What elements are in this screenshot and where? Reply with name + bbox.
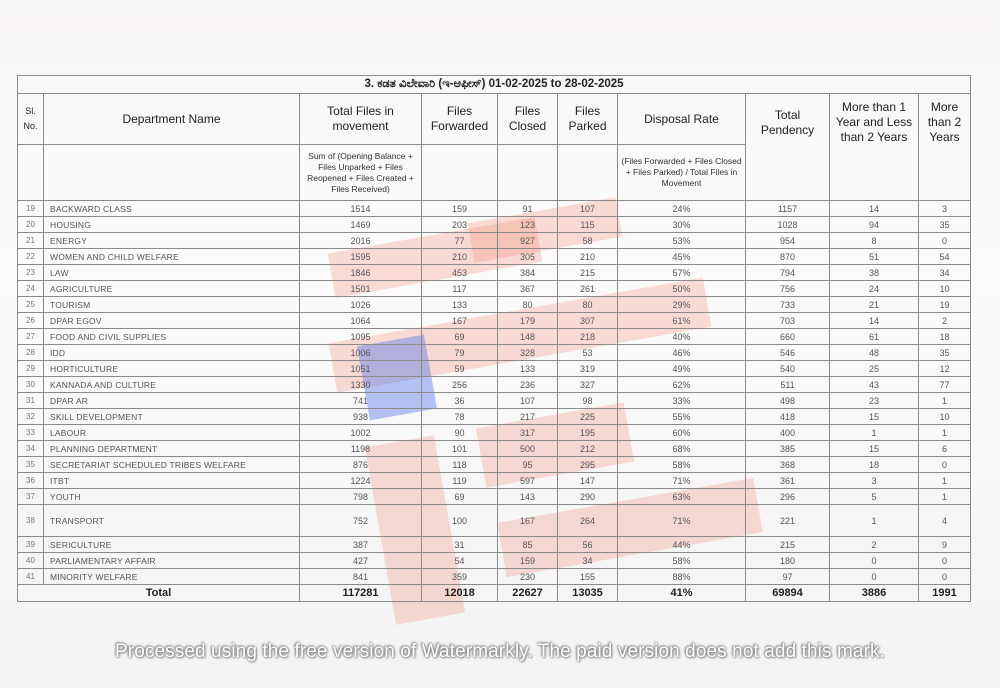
row-closed: 91 [498,201,558,217]
row-sl-no: 27 [18,329,44,345]
row-sl-no: 40 [18,553,44,569]
row-more-than-two: 18 [919,329,971,345]
table-row [18,201,971,217]
row-closed: 317 [498,425,558,441]
row-one-to-two: 24 [830,281,919,297]
row-more-than-two: 1 [919,425,971,441]
table-row [18,233,971,249]
table-row [18,281,971,297]
header-total-files: Total Files in movement [300,94,422,145]
table-row [18,505,971,537]
row-one-to-two: 15 [830,441,919,457]
row-more-than-two: 1 [919,489,971,505]
row-pendency: 180 [746,553,830,569]
row-department: HORTICULTURE [44,361,300,377]
row-one-to-two: 38 [830,265,919,281]
row-department: WOMEN AND CHILD WELFARE [44,249,300,265]
row-disposal-rate: 30% [618,217,746,233]
row-total-files: 752 [300,505,422,537]
row-total-files: 1064 [300,313,422,329]
row-parked: 218 [558,329,618,345]
row-sl-no: 29 [18,361,44,377]
table-row [18,441,971,457]
row-forwarded: 79 [422,345,498,361]
row-disposal-rate: 71% [618,473,746,489]
table-row [18,217,971,233]
row-one-to-two: 2 [830,537,919,553]
row-forwarded: 256 [422,377,498,393]
row-forwarded: 78 [422,409,498,425]
row-closed: 179 [498,313,558,329]
header-files-parked: Files Parked [558,94,618,145]
row-closed: 123 [498,217,558,233]
row-forwarded: 118 [422,457,498,473]
row-parked: 56 [558,537,618,553]
row-one-to-two: 14 [830,313,919,329]
row-forwarded: 203 [422,217,498,233]
table-row [18,457,971,473]
row-total-files: 1501 [300,281,422,297]
table-row [18,537,971,553]
row-one-to-two: 0 [830,553,919,569]
row-more-than-two: 1 [919,473,971,489]
row-pendency: 361 [746,473,830,489]
row-closed: 328 [498,345,558,361]
row-sl-no: 41 [18,569,44,585]
row-total-files: 741 [300,393,422,409]
totals-pendency: 69894 [746,585,830,602]
row-parked: 307 [558,313,618,329]
row-pendency: 97 [746,569,830,585]
row-closed: 217 [498,409,558,425]
row-one-to-two: 3 [830,473,919,489]
header-sl-no: Sl. No. [18,94,44,145]
row-department: TRANSPORT [44,505,300,537]
row-one-to-two: 21 [830,297,919,313]
row-total-files: 938 [300,409,422,425]
totals-more-than-two: 1991 [919,585,971,602]
subheader-disposal-rate: (Files Forwarded + Files Closed + Files Parked) / Total Files in Movement [618,145,746,201]
header-more-than-two-years: More than 2 Years [919,94,971,201]
row-parked: 212 [558,441,618,457]
row-more-than-two: 10 [919,409,971,425]
row-closed: 305 [498,249,558,265]
row-more-than-two: 6 [919,441,971,457]
row-forwarded: 133 [422,297,498,313]
row-total-files: 1006 [300,345,422,361]
row-sl-no: 32 [18,409,44,425]
row-disposal-rate: 68% [618,441,746,457]
table-row [18,377,971,393]
row-department: IDD [44,345,300,361]
row-closed: 367 [498,281,558,297]
subheader-empty [44,145,300,201]
row-more-than-two: 1 [919,393,971,409]
row-disposal-rate: 53% [618,233,746,249]
row-pendency: 546 [746,345,830,361]
row-total-files: 1198 [300,441,422,457]
row-sl-no: 35 [18,457,44,473]
row-total-files: 798 [300,489,422,505]
table-title: 3. ಕಡತ ವಿಲೇವಾರಿ (ಇ-ಆಫೀಸ್) 01-02-2025 to 28-02-2025 [18,76,971,94]
row-closed: 159 [498,553,558,569]
row-pendency: 368 [746,457,830,473]
row-parked: 58 [558,233,618,249]
row-total-files: 1330 [300,377,422,393]
totals-total-files: 117281 [300,585,422,602]
row-pendency: 418 [746,409,830,425]
row-sl-no: 31 [18,393,44,409]
row-disposal-rate: 60% [618,425,746,441]
row-parked: 225 [558,409,618,425]
row-more-than-two: 54 [919,249,971,265]
row-closed: 133 [498,361,558,377]
table-row [18,489,971,505]
row-disposal-rate: 63% [618,489,746,505]
row-sl-no: 21 [18,233,44,249]
subheader-total-files: Sum of (Opening Balance + Files Unparked + Files Reopened + Files Created + Files Received) [300,145,422,201]
row-forwarded: 453 [422,265,498,281]
row-department: DPAR EGOV [44,313,300,329]
row-sl-no: 22 [18,249,44,265]
row-pendency: 660 [746,329,830,345]
table-row [18,361,971,377]
row-department: TOURISM [44,297,300,313]
table-row [18,569,971,585]
row-one-to-two: 51 [830,249,919,265]
row-total-files: 387 [300,537,422,553]
row-department: LABOUR [44,425,300,441]
row-sl-no: 36 [18,473,44,489]
row-sl-no: 24 [18,281,44,297]
row-sl-no: 26 [18,313,44,329]
row-disposal-rate: 55% [618,409,746,425]
row-closed: 95 [498,457,558,473]
row-more-than-two: 19 [919,297,971,313]
row-disposal-rate: 62% [618,377,746,393]
row-sl-no: 23 [18,265,44,281]
table-row [18,409,971,425]
row-parked: 210 [558,249,618,265]
row-total-files: 876 [300,457,422,473]
row-pendency: 756 [746,281,830,297]
row-parked: 264 [558,505,618,537]
row-forwarded: 119 [422,473,498,489]
row-total-files: 1051 [300,361,422,377]
totals-row [18,585,971,602]
table-row [18,345,971,361]
row-forwarded: 117 [422,281,498,297]
row-total-files: 1595 [300,249,422,265]
table-row [18,425,971,441]
row-disposal-rate: 24% [618,201,746,217]
header-one-to-two-years: More than 1 Year and Less than 2 Years [830,94,919,201]
row-department: SKILL DEVELOPMENT [44,409,300,425]
row-one-to-two: 18 [830,457,919,473]
table-row [18,329,971,345]
table-row [18,249,971,265]
row-sl-no: 37 [18,489,44,505]
row-one-to-two: 48 [830,345,919,361]
watermark-text: Processed using the free version of Watermarkly. The paid version does not add this mark. [115,641,885,662]
row-total-files: 1514 [300,201,422,217]
header-files-closed: Files Closed [498,94,558,145]
row-department: PARLIAMENTARY AFFAIR [44,553,300,569]
row-disposal-rate: 45% [618,249,746,265]
row-department: HOUSING [44,217,300,233]
row-forwarded: 69 [422,329,498,345]
subheader-empty [558,145,618,201]
row-sl-no: 28 [18,345,44,361]
row-department: KANNADA AND CULTURE [44,377,300,393]
row-forwarded: 31 [422,537,498,553]
row-disposal-rate: 58% [618,553,746,569]
row-more-than-two: 10 [919,281,971,297]
row-total-files: 1002 [300,425,422,441]
table-row [18,473,971,489]
row-parked: 155 [558,569,618,585]
row-pendency: 1157 [746,201,830,217]
subheader-empty [498,145,558,201]
row-closed: 230 [498,569,558,585]
row-disposal-rate: 49% [618,361,746,377]
row-sl-no: 19 [18,201,44,217]
row-one-to-two: 25 [830,361,919,377]
row-more-than-two: 0 [919,233,971,249]
row-sl-no: 34 [18,441,44,457]
row-forwarded: 101 [422,441,498,457]
row-pendency: 511 [746,377,830,393]
row-closed: 85 [498,537,558,553]
row-parked: 327 [558,377,618,393]
row-pendency: 221 [746,505,830,537]
row-closed: 107 [498,393,558,409]
row-one-to-two: 1 [830,505,919,537]
row-disposal-rate: 57% [618,265,746,281]
row-more-than-two: 12 [919,361,971,377]
table-body [18,201,971,585]
row-more-than-two: 4 [919,505,971,537]
row-pendency: 870 [746,249,830,265]
row-more-than-two: 3 [919,201,971,217]
row-parked: 34 [558,553,618,569]
row-one-to-two: 94 [830,217,919,233]
row-pendency: 400 [746,425,830,441]
header-files-forwarded: Files Forwarded [422,94,498,145]
row-one-to-two: 43 [830,377,919,393]
row-parked: 215 [558,265,618,281]
row-forwarded: 90 [422,425,498,441]
row-total-files: 2016 [300,233,422,249]
row-parked: 115 [558,217,618,233]
row-closed: 80 [498,297,558,313]
row-department: MINORITY WELFARE [44,569,300,585]
row-more-than-two: 0 [919,569,971,585]
row-one-to-two: 14 [830,201,919,217]
row-disposal-rate: 46% [618,345,746,361]
totals-one-to-two: 3886 [830,585,919,602]
row-one-to-two: 1 [830,425,919,441]
row-disposal-rate: 58% [618,457,746,473]
totals-forwarded: 12018 [422,585,498,602]
row-more-than-two: 2 [919,313,971,329]
totals-label: Total [18,585,300,602]
row-parked: 80 [558,297,618,313]
row-total-files: 427 [300,553,422,569]
row-parked: 53 [558,345,618,361]
row-forwarded: 69 [422,489,498,505]
row-parked: 147 [558,473,618,489]
row-one-to-two: 15 [830,409,919,425]
row-closed: 236 [498,377,558,393]
row-sl-no: 20 [18,217,44,233]
row-closed: 167 [498,505,558,537]
row-sl-no: 30 [18,377,44,393]
subheader-empty [422,145,498,201]
row-forwarded: 77 [422,233,498,249]
row-department: PLANNING DEPARTMENT [44,441,300,457]
totals-disposal-rate: 41% [618,585,746,602]
row-department: SERICULTURE [44,537,300,553]
totals-parked: 13035 [558,585,618,602]
subheader-empty [18,145,44,201]
row-parked: 261 [558,281,618,297]
row-department: DPAR AR [44,393,300,409]
row-forwarded: 167 [422,313,498,329]
row-disposal-rate: 71% [618,505,746,537]
row-pendency: 296 [746,489,830,505]
row-sl-no: 38 [18,505,44,537]
row-one-to-two: 5 [830,489,919,505]
row-pendency: 1028 [746,217,830,233]
row-department: ENERGY [44,233,300,249]
table-row [18,313,971,329]
row-forwarded: 359 [422,569,498,585]
row-department: YOUTH [44,489,300,505]
row-total-files: 1469 [300,217,422,233]
header-disposal-rate: Disposal Rate [618,94,746,145]
row-one-to-two: 0 [830,569,919,585]
row-more-than-two: 35 [919,345,971,361]
row-disposal-rate: 44% [618,537,746,553]
row-more-than-two: 9 [919,537,971,553]
row-closed: 384 [498,265,558,281]
row-pendency: 385 [746,441,830,457]
row-one-to-two: 8 [830,233,919,249]
row-closed: 148 [498,329,558,345]
row-forwarded: 59 [422,361,498,377]
row-parked: 290 [558,489,618,505]
row-department: SECRETARIAT SCHEDULED TRIBES WELFARE [44,457,300,473]
table-row [18,393,971,409]
row-disposal-rate: 88% [618,569,746,585]
row-disposal-rate: 33% [618,393,746,409]
row-parked: 319 [558,361,618,377]
totals-closed: 22627 [498,585,558,602]
row-disposal-rate: 29% [618,297,746,313]
row-sl-no: 25 [18,297,44,313]
table-row [18,553,971,569]
row-department: FOOD AND CIVIL SUPPLIES [44,329,300,345]
row-one-to-two: 61 [830,329,919,345]
row-total-files: 1846 [300,265,422,281]
row-department: AGRICULTURE [44,281,300,297]
table-row [18,265,971,281]
row-closed: 927 [498,233,558,249]
row-more-than-two: 0 [919,553,971,569]
row-total-files: 841 [300,569,422,585]
header-total-pendency: Total Pendency [746,94,830,201]
row-disposal-rate: 50% [618,281,746,297]
row-parked: 195 [558,425,618,441]
row-pendency: 733 [746,297,830,313]
row-pendency: 540 [746,361,830,377]
row-sl-no: 33 [18,425,44,441]
row-forwarded: 100 [422,505,498,537]
row-parked: 107 [558,201,618,217]
row-pendency: 215 [746,537,830,553]
row-total-files: 1224 [300,473,422,489]
row-pendency: 498 [746,393,830,409]
row-forwarded: 36 [422,393,498,409]
header-department: Department Name [44,94,300,145]
row-total-files: 1026 [300,297,422,313]
row-forwarded: 159 [422,201,498,217]
row-disposal-rate: 61% [618,313,746,329]
row-more-than-two: 35 [919,217,971,233]
row-forwarded: 54 [422,553,498,569]
row-more-than-two: 77 [919,377,971,393]
row-pendency: 794 [746,265,830,281]
row-forwarded: 210 [422,249,498,265]
file-disposal-table [17,75,971,602]
row-pendency: 703 [746,313,830,329]
row-closed: 500 [498,441,558,457]
row-more-than-two: 0 [919,457,971,473]
row-closed: 597 [498,473,558,489]
row-department: ITBT [44,473,300,489]
row-total-files: 1095 [300,329,422,345]
row-sl-no: 39 [18,537,44,553]
row-parked: 295 [558,457,618,473]
row-more-than-two: 34 [919,265,971,281]
table-row [18,297,971,313]
row-department: BACKWARD CLASS [44,201,300,217]
row-department: LAW [44,265,300,281]
row-closed: 143 [498,489,558,505]
row-pendency: 954 [746,233,830,249]
row-disposal-rate: 40% [618,329,746,345]
row-parked: 98 [558,393,618,409]
row-one-to-two: 23 [830,393,919,409]
